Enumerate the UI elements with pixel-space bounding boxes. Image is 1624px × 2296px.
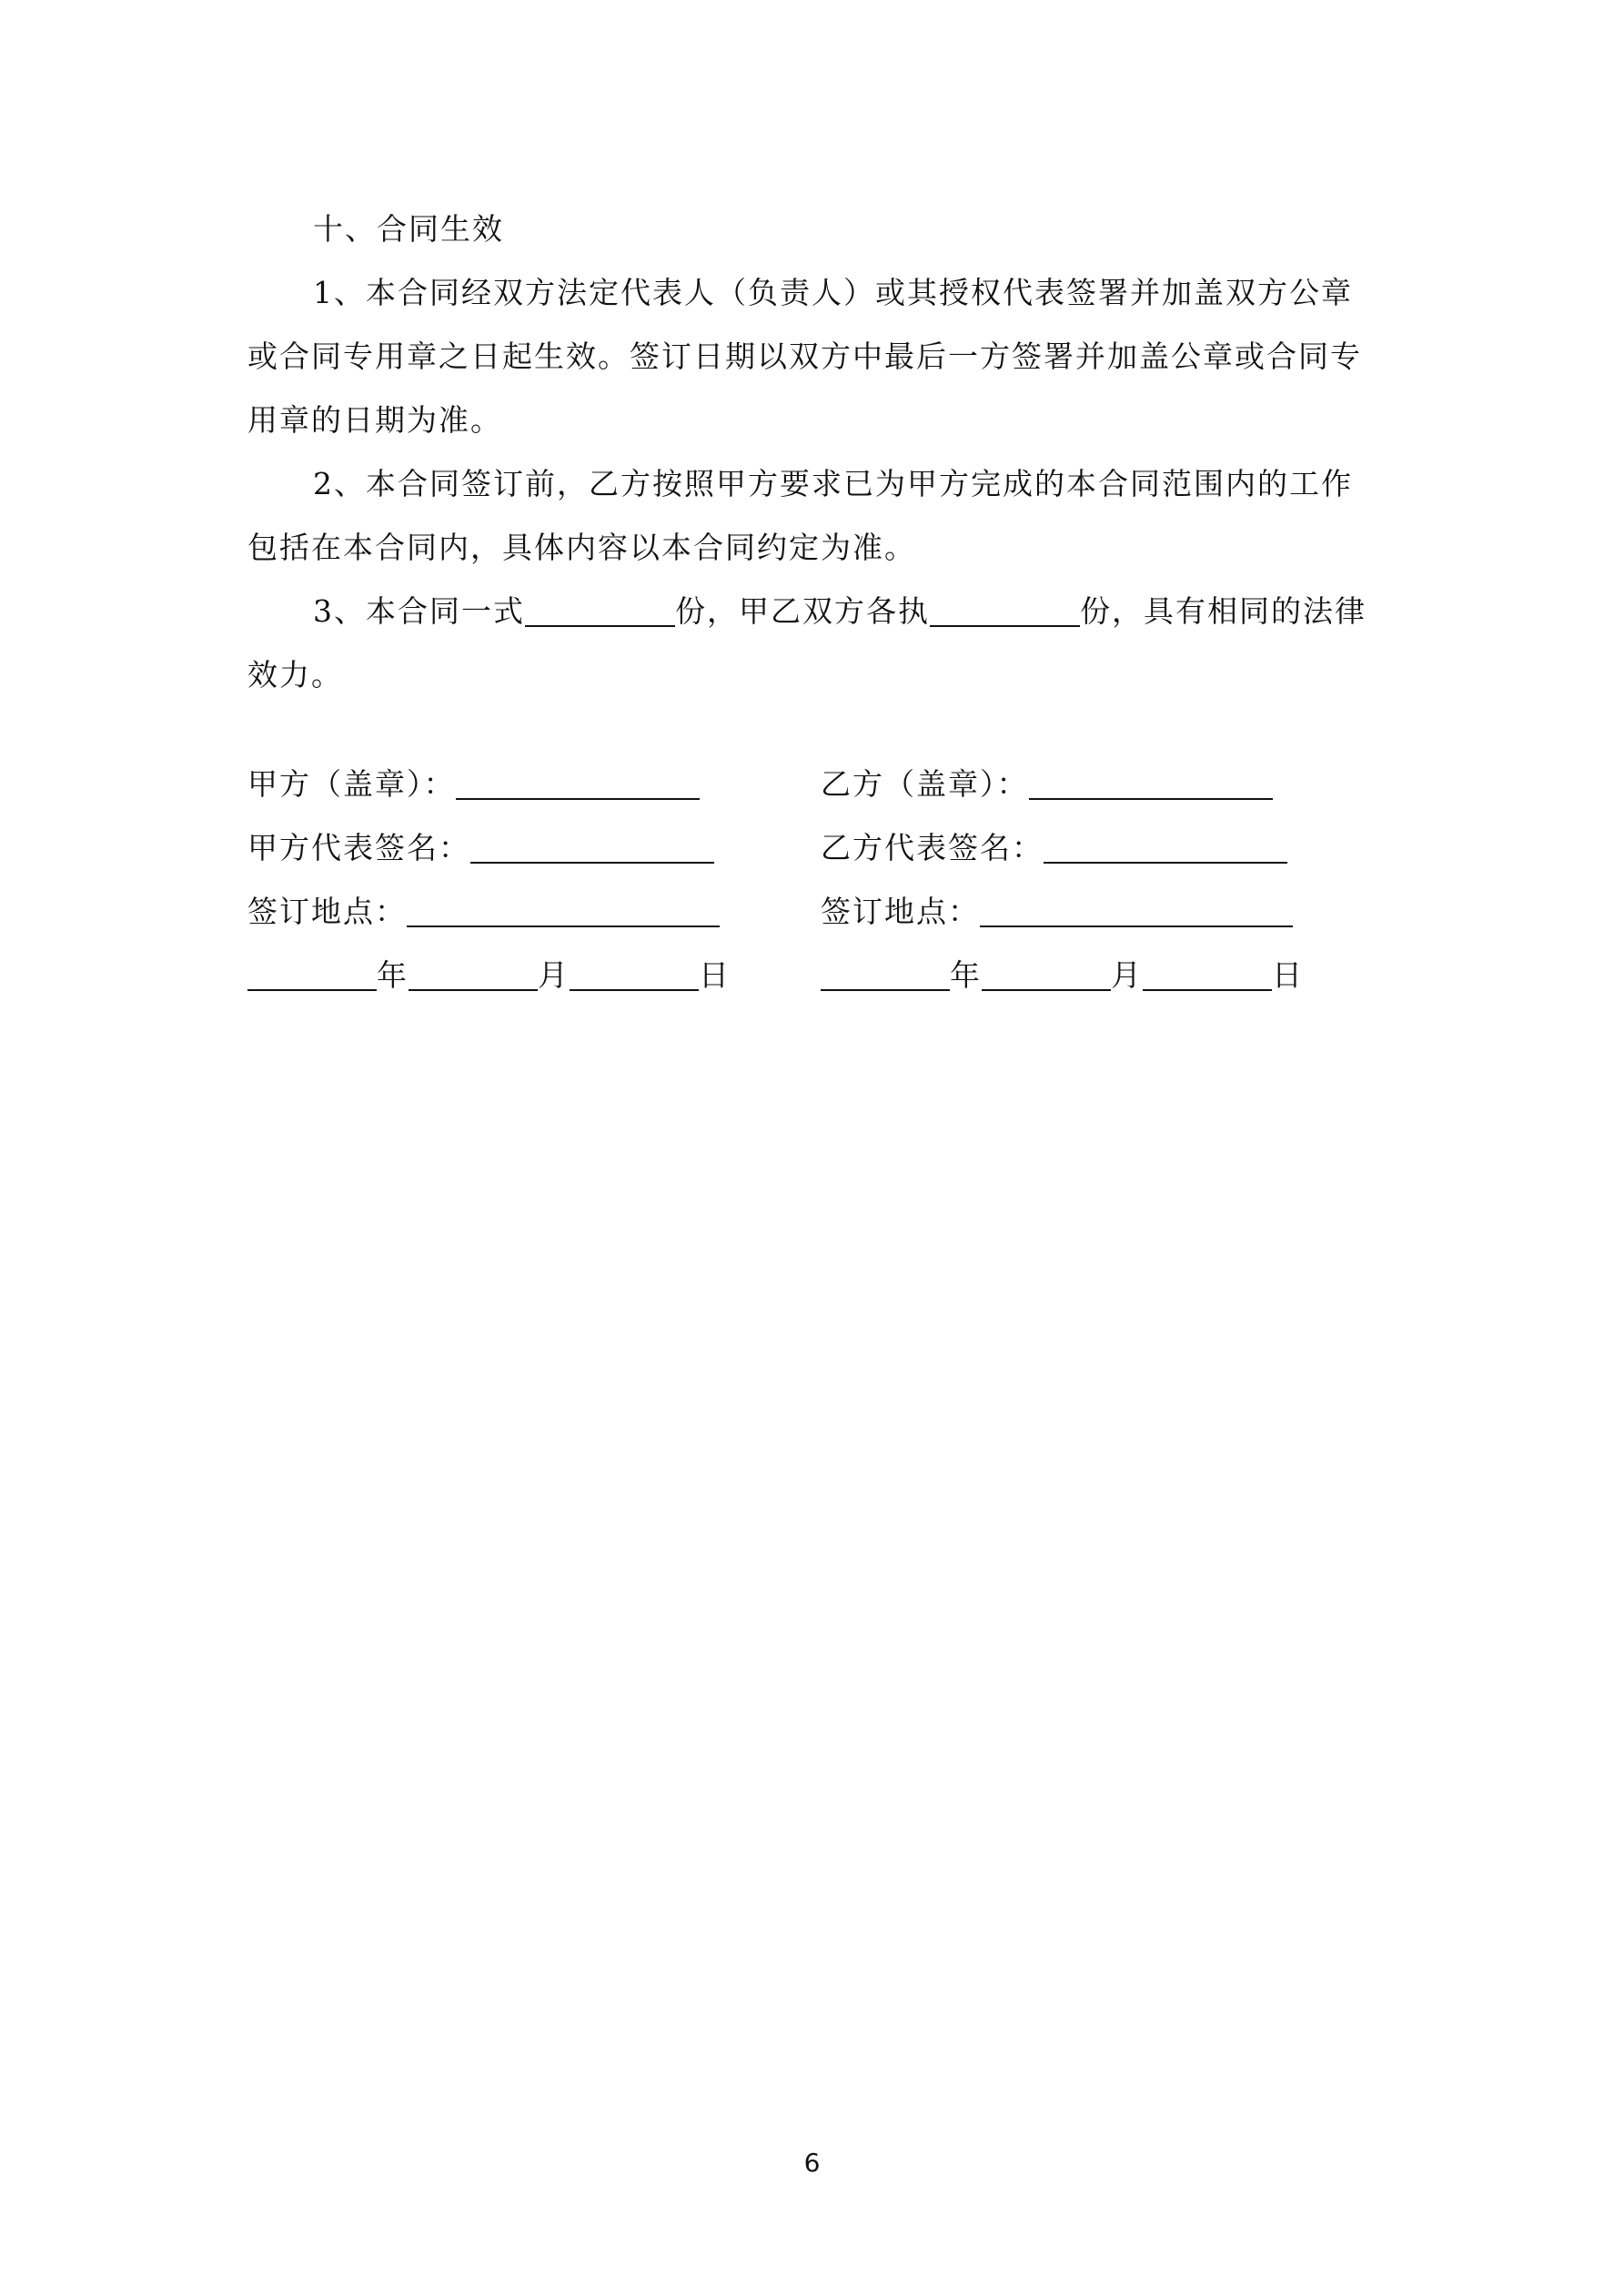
clause-1-line-2: 或合同专用章之日起生效。签订日期以双方中最后一方签署并加盖公章或合同专 xyxy=(247,339,1362,374)
party-a-seal-row xyxy=(247,766,700,803)
party-b-seal-blank xyxy=(1029,771,1273,800)
party-b-place-blank xyxy=(980,898,1293,927)
party-a-rep-label: 甲方代表签名： xyxy=(247,830,470,865)
party-b-year-label: 年 xyxy=(950,957,982,993)
party-a-place-label: 签订地点： xyxy=(247,894,407,929)
clause-2-line-2: 包括在本合同内，具体内容以本合同约定为准。 xyxy=(247,530,916,565)
party-a-day-label: 日 xyxy=(699,957,731,993)
party-b-date-row xyxy=(821,957,1304,994)
party-b-place-row xyxy=(821,894,1293,930)
page-number: 6 xyxy=(803,2148,821,2178)
party-a-date-row xyxy=(247,957,731,994)
party-a-place-blank xyxy=(407,898,720,927)
clause-3-part-2: 份，甲乙双方各执 xyxy=(675,593,930,629)
party-b-year-blank xyxy=(821,962,950,991)
party-a-place-row xyxy=(247,894,720,930)
party-a-rep-blank xyxy=(470,834,714,864)
party-a-month-label: 月 xyxy=(538,957,570,993)
party-a-seal-blank xyxy=(456,771,700,800)
party-b-day-label: 日 xyxy=(1272,957,1304,993)
party-b-rep-blank xyxy=(1044,834,1287,864)
clause-3-line-1 xyxy=(313,593,1367,630)
party-b-rep-label: 乙方代表签名： xyxy=(821,830,1044,865)
party-b-seal-row xyxy=(821,766,1273,803)
party-b-rep-row xyxy=(821,830,1287,866)
party-a-year-blank xyxy=(247,962,377,991)
copies-total-blank xyxy=(525,598,675,627)
clause-2-line-1: 2、本合同签订前，乙方按照甲方要求已为甲方完成的本合同范围内的工作 xyxy=(313,466,1353,501)
party-b-seal-label: 乙方（盖章）： xyxy=(821,766,1029,802)
party-b-day-blank xyxy=(1143,962,1272,991)
party-a-seal-label: 甲方（盖章）： xyxy=(247,766,456,802)
party-a-day-blank xyxy=(570,962,699,991)
clause-1-line-3: 用章的日期为准。 xyxy=(247,402,502,438)
clause-1-line-1: 1、本合同经双方法定代表人（负责人）或其授权代表签署并加盖双方公章 xyxy=(313,275,1353,310)
party-a-month-blank xyxy=(409,962,538,991)
clause-3-part-1: 3、本合同一式 xyxy=(313,593,525,629)
party-b-month-blank xyxy=(982,962,1111,991)
clause-3-part-3: 份，具有相同的法律 xyxy=(1080,593,1367,629)
party-a-rep-row xyxy=(247,830,714,866)
clause-3-line-2: 效力。 xyxy=(247,657,343,693)
section-heading: 十、合同生效 xyxy=(313,211,504,247)
party-b-month-label: 月 xyxy=(1111,957,1143,993)
copies-each-blank xyxy=(930,598,1080,627)
party-b-place-label: 签订地点： xyxy=(821,894,980,929)
party-a-year-label: 年 xyxy=(377,957,409,993)
